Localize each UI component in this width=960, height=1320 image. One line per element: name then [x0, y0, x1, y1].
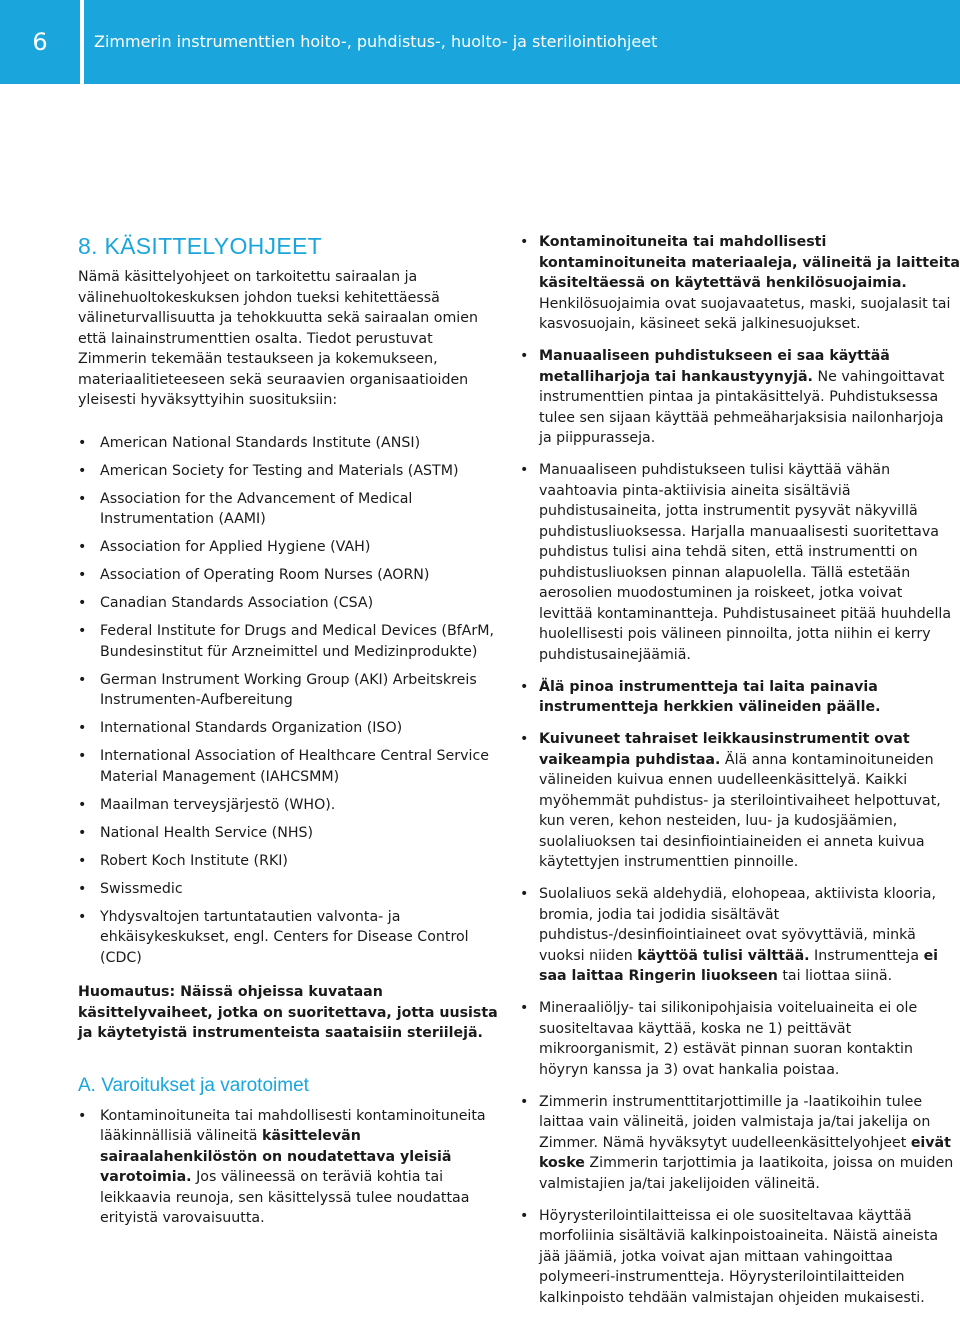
- list-item: [520, 677, 960, 718]
- list-item: [520, 346, 960, 449]
- page-number: 6: [0, 0, 80, 84]
- bold-run: Älä pinoa instrumentteja tai laita painavia instrumentteja herkkien välineiden päälle.: [539, 678, 881, 715]
- list-item: [520, 998, 960, 1080]
- bold-run: käsittelevän sairaalahenkilöstön on noudatettava yleisiä varotoimia.: [100, 1128, 452, 1185]
- right-column: [520, 232, 960, 1320]
- warnings-list: [78, 1106, 498, 1229]
- text-run: Mineraaliöljy- tai silikonipohjaisia voiteluaineita ei ole suositeltavaa käyttää, koska ne 1) peittävät mikroorganismit, 2) estävät pinnan suoran kontaktin höyryn kanssa ja 3) ovat hankalia poistaa.: [539, 1000, 918, 1078]
- list-item: • American National Standards Institute (ANSI): [78, 433, 498, 454]
- list-item: • Association for Applied Hygiene (VAH): [78, 537, 498, 558]
- bold-run: Kuivuneet tahraiset leikkausinstrumentit ovat vaikeampia puhdistaa.: [539, 731, 910, 768]
- text-run: Instrumentteja: [809, 947, 924, 964]
- section-8-title: 8. KÄSITTELYOHJEET: [78, 233, 322, 259]
- page-header: [0, 0, 960, 84]
- list-item: • German Instrument Working Group (AKI) Arbeitskreis Instrumenten-Aufbereitung: [78, 670, 498, 711]
- list-item: • Robert Koch Institute (RKI): [78, 851, 498, 872]
- list-item: [520, 729, 960, 873]
- text-run: Höyrysterilointilaitteissa ei ole suositeltavaa käyttää morfoliinia sisältäviä kalkinpoistoaineita. Näistä aineista jää jäämiä, jotka voivat ajan mittaan vahingoittaa polymeeri-instrumentteja. Höyrysterilointilaitteiden kalkinpoisto tehdään valmistajan ohjeiden mukaisesti.: [539, 1207, 939, 1306]
- header-title: Zimmerin instrumenttien hoito-, puhdistus-, huolto- ja sterilointiohjeet: [84, 0, 960, 84]
- precautions-list: [520, 232, 960, 1308]
- bold-run: eivät koske: [539, 1134, 951, 1171]
- text-run: Älä anna kontaminoituneiden välineiden kuivua ennen uudelleenkäsittelyä. Kaikki myöhemmät puhdistus- ja sterilointivaiheet helpottuvat, kun veren, kehon nesteiden, luu- ja kudosjäämien, suolaliuoksen tai desinfiointiaineiden ei anneta kuivua käytettyjen instrumenttien pinnoille.: [539, 751, 941, 870]
- note-paragraph: Huomautus: Näissä ohjeissa kuvataan käsittelyvaiheet, jotka on suoritettava, jotta uusista ja käytetyistä instrumenteista saataisiin steriilejä.: [78, 984, 498, 1041]
- list-item: • International Standards Organization (ISO): [78, 718, 498, 739]
- text-run: Suolaliuos sekä aldehydiä, elohopeaa, aktiivista klooria, bromia, jodia tai jodidia sisältävät puhdistus-/desinfiointiaineet ovat syövyttäviä, minkä vuoksi niiden: [539, 886, 936, 964]
- list-item: • National Health Service (NHS): [78, 823, 498, 844]
- bold-run: Kontaminoituneita tai mahdollisesti kontaminoituneita materiaaleja, välineitä ja laitteita käsiteltäessä on käytettävä henkilösuojaimia.: [539, 234, 960, 291]
- list-item: • Association for the Advancement of Medical Instrumentation (AAMI): [78, 489, 498, 530]
- list-item: [520, 232, 960, 335]
- text-run: Ne vahingoittavat instrumenttien pintaa ja pintakäsittelyä. Puhdistuksessa tulee sen sijaan käyttää pehmeäharjaksisia nailonharjoja ja piippurasseja.: [539, 368, 945, 446]
- section-8-intro: Nämä käsittelyohjeet on tarkoitettu sairaalan ja välinehuoltokeskuksen johdon tueksi kehitettäessä välineturvallisuutta ja tehokkuutta sekä sairaalan omien että lainainstrumenttien osalta. Tiedot perustuvat Zimmerin tekemään testaukseen ja kokemukseen, materiaalitieteeseen sekä seuraavien organisaatioiden yleisesti hyväksyttyihin suosituksiin:: [78, 269, 478, 408]
- list-item: • Canadian Standards Association (CSA): [78, 593, 498, 614]
- section-a-title: A. Varoitukset ja varotoimet: [78, 1074, 309, 1096]
- list-item: • Federal Institute for Drugs and Medical Devices (BfArM, Bundesinstitut für Arzneimittel und Medizinprodukte): [78, 621, 498, 662]
- list-item: • International Association of Healthcare Central Service Material Management (IAHCSMM): [78, 746, 498, 787]
- text-run: tai liottaa siinä.: [777, 968, 893, 984]
- list-item: • Maailman terveysjärjestö (WHO).: [78, 795, 498, 816]
- bold-run: ei saa laittaa Ringerin liuokseen: [539, 947, 939, 984]
- text-run: Kontaminoituneita tai mahdollisesti kontaminoituneita lääkinnällisiä välineitä: [100, 1107, 486, 1144]
- list-item: • Yhdysvaltojen tartuntatautien valvonta- ja ehkäisykeskukset, engl. Centers for Disease Control (CDC): [78, 907, 498, 969]
- text-run: Manuaaliseen puhdistukseen tulisi käyttää vähän vaahtoavia pinta-aktiivisia aineita sisältäviä puhdistusaineita, jotta instrumentit pysyvät näkyvillä puhdistusliuoksessa. Harjalla manuaalisesti suoritettava puhdistus tulisi aina tehdä siten, että instrumentti on puhdistusliuoksen pinnan alapuolella. Tällä estetään aerosolien muodostuminen ja roiskeet, jotka voivat levittää kontaminantteja. Puhdistusaineet pitää huuhdella huolellisesti pois välineen pinnoilta, jotta niihin ei kerry puhdistusainejäämiä.: [539, 462, 952, 663]
- list-item: • Association of Operating Room Nurses (AORN): [78, 565, 498, 586]
- standards-list: [78, 433, 498, 969]
- left-column: [78, 232, 498, 1236]
- text-run: Henkilösuojaimia ovat suojavaatetus, maski, suojalasit tai kasvosuojain, käsineet sekä jalkinesuojukset.: [539, 295, 951, 332]
- text-run: Zimmerin tarjottimia ja laatikoita, joissa on muiden valmistajien ja/tai jakelijoiden välineitä.: [539, 1155, 954, 1192]
- text-run: Jos välineessä on teräviä kohtia tai leikkaavia reunoja, sen käsittelyssä tulee noudattaa erityistä varovaisuutta.: [100, 1169, 470, 1226]
- bold-run: Manuaaliseen puhdistukseen ei saa käyttää metalliharjoja tai hankaustyynyjä.: [539, 348, 890, 385]
- list-item: [520, 884, 960, 987]
- list-item: [78, 1106, 498, 1229]
- list-item: [520, 1092, 960, 1195]
- list-item: • Swissmedic: [78, 879, 498, 900]
- text-run: Zimmerin instrumenttitarjottimille ja -laatikoihin tulee laittaa vain välineitä, joiden valmistaja ja/tai jakelija on Zimmer. Nämä hyväksytyt uudelleenkäsittelyohjeet: [539, 1093, 931, 1151]
- list-item: [520, 460, 960, 665]
- bold-run: käyttöä tulisi välttää.: [637, 947, 810, 964]
- list-item: • American Society for Testing and Materials (ASTM): [78, 461, 498, 482]
- list-item: [520, 1206, 960, 1309]
